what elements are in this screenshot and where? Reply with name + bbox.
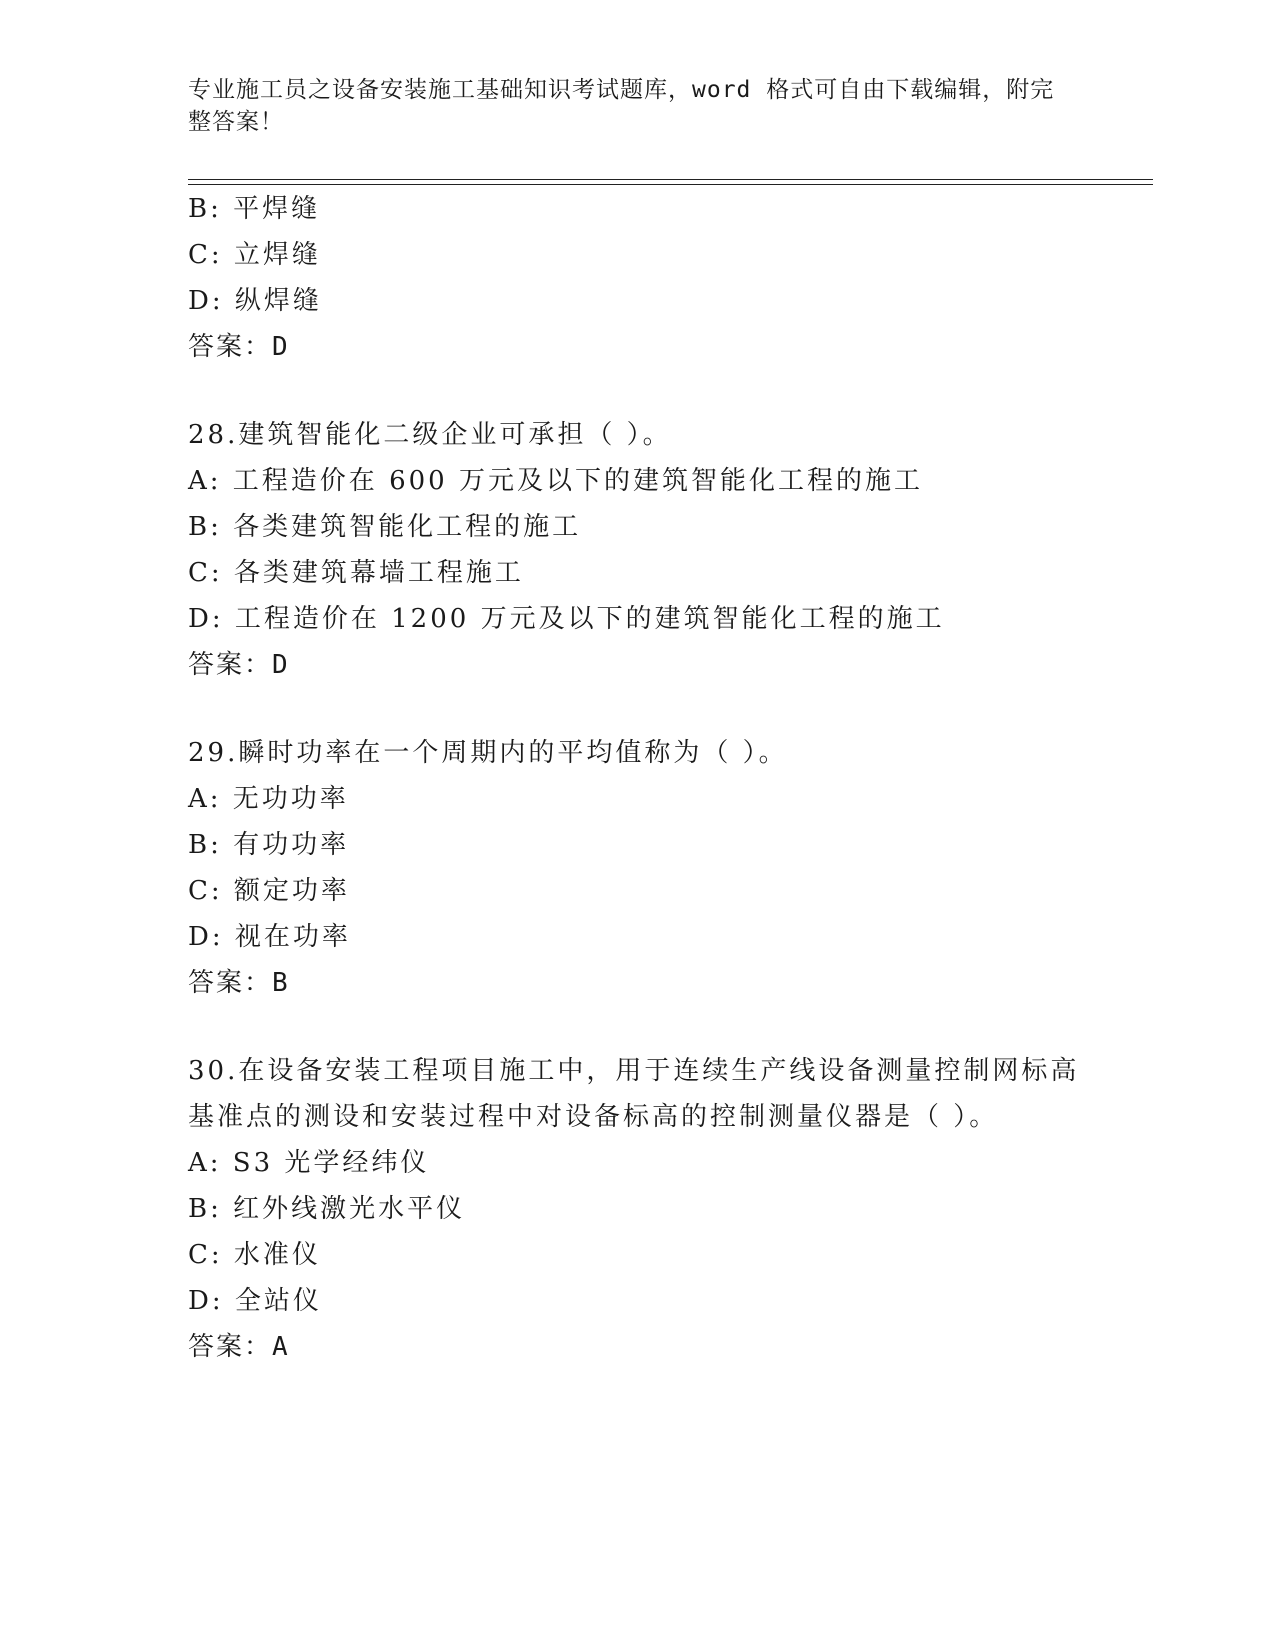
spacer xyxy=(188,370,1108,412)
q29-question: 29.瞬时功率在一个周期内的平均值称为（ ）。 xyxy=(188,738,788,768)
q30-option-b: B: 红外线激光水平仪 xyxy=(188,1194,466,1224)
q30-question-line-2: 基准点的测设和安装过程中对设备标高的控制测量仪器是（ ）。 xyxy=(188,1102,999,1132)
header-divider-top xyxy=(188,179,1153,180)
q29-option-c: C: 额定功率 xyxy=(188,876,350,906)
q30-question-line-1: 30.在设备安装工程项目施工中，用于连续生产线设备测量控制网标高 xyxy=(188,1056,1080,1086)
q28-option-a: A: 工程造价在 600 万元及以下的建筑智能化工程的施工 xyxy=(188,466,923,496)
q28-answer: 答案：D xyxy=(188,650,290,680)
q28-option-b: B: 各类建筑智能化工程的施工 xyxy=(188,512,582,542)
spacer xyxy=(188,688,1108,730)
q29-option-a: A: 无功功率 xyxy=(188,784,349,814)
header-line-2: 整答案！ xyxy=(188,109,284,135)
question-27-block xyxy=(188,186,1108,370)
header-line-1: 专业施工员之设备安装施工基础知识考试题库，word 格式可自由下载编辑，附完 xyxy=(188,77,1055,103)
q29-answer: 答案：B xyxy=(188,968,290,998)
question-30-block xyxy=(188,1048,1108,1370)
q30-option-d: D: 全站仪 xyxy=(188,1286,322,1316)
question-28-block xyxy=(188,412,1108,688)
document-header xyxy=(188,74,1068,138)
q29-option-b: B: 有功功率 xyxy=(188,830,350,860)
spacer xyxy=(188,1006,1108,1048)
q27-answer: 答案：D xyxy=(188,332,290,362)
q28-option-d: D: 工程造价在 1200 万元及以下的建筑智能化工程的施工 xyxy=(188,604,945,634)
header-divider-bottom xyxy=(188,184,1153,185)
q30-option-c: C: 水准仪 xyxy=(188,1240,321,1270)
question-list xyxy=(188,186,1108,1370)
q27-option-c: C: 立焊缝 xyxy=(188,240,321,270)
q28-question: 28.建筑智能化二级企业可承担（ ）。 xyxy=(188,420,672,450)
q28-option-c: C: 各类建筑幕墙工程施工 xyxy=(188,558,524,588)
q29-option-d: D: 视在功率 xyxy=(188,922,351,952)
q27-option-d: D: 纵焊缝 xyxy=(188,286,322,316)
q30-option-a: A: S3 光学经纬仪 xyxy=(188,1148,430,1178)
q30-answer: 答案：A xyxy=(188,1332,290,1362)
question-29-block xyxy=(188,730,1108,1006)
q27-option-b: B: 平焊缝 xyxy=(188,194,321,224)
